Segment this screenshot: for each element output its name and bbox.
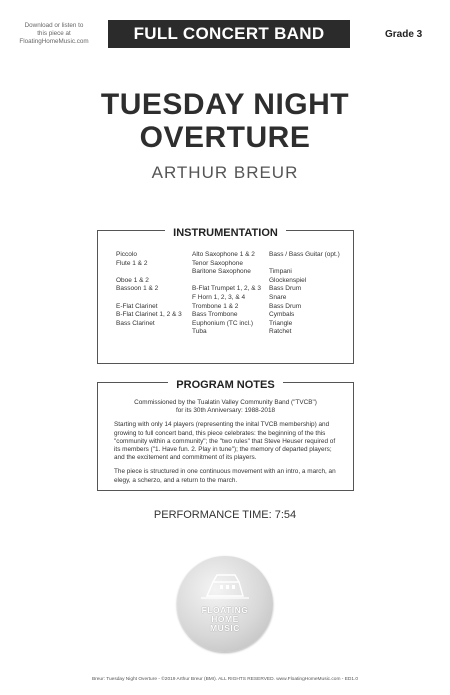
structure-paragraph: The piece is structured in one continuous movement with an intro, a march, an elegy, a scherzo, and a return to the march. bbox=[114, 468, 336, 484]
instrument-item: Bass / Bass Guitar (opt.) bbox=[269, 251, 340, 258]
instrument-item: Bass Trombone bbox=[192, 311, 238, 319]
instrument-column-1 bbox=[116, 251, 182, 328]
instrument-item bbox=[269, 260, 340, 269]
piece-title bbox=[0, 88, 450, 154]
download-promo bbox=[14, 22, 94, 46]
copyright-footer: Breur: Tuesday Night Overture - ©2019 Arthur Breur (BMI). ALL RIGHTS RESERVED. www.FloatingHomeMusic.com - ED1.0 bbox=[91, 677, 359, 682]
instrument-item: Cymbals bbox=[269, 311, 295, 319]
instrument-column-2 bbox=[192, 251, 261, 337]
instrument-item: B-Flat Clarinet 1, 2 & 3 bbox=[116, 311, 182, 319]
instrument-item: Timpani bbox=[269, 268, 292, 276]
instrument-item: Tenor Saxophone bbox=[192, 259, 243, 267]
instrument-item: Tuba bbox=[192, 328, 207, 336]
commission-note bbox=[114, 399, 337, 415]
instrumentation-box bbox=[97, 227, 354, 364]
instrument-item: Alto Saxophone 1 & 2 bbox=[192, 251, 255, 258]
instrument-item: B-Flat Trumpet 1, 2, & 3 bbox=[192, 285, 261, 293]
logo-line-1: FLOATING bbox=[201, 605, 249, 615]
title-line-2: OVERTURE bbox=[139, 121, 311, 154]
logo-line-3: MUSIC bbox=[210, 623, 240, 633]
instrument-item: Bassoon 1 & 2 bbox=[116, 285, 159, 293]
instrument-item: Ratchet bbox=[269, 328, 292, 336]
instrument-item: Triangle bbox=[269, 319, 293, 327]
instrument-item: F Horn 1, 2, 3, & 4 bbox=[192, 293, 246, 301]
instrument-item: Baritone Saxophone bbox=[192, 268, 251, 276]
instrument-item: Snare bbox=[269, 293, 287, 301]
program-notes-box bbox=[97, 379, 354, 491]
grade-label: Grade 3 bbox=[385, 29, 423, 40]
promo-link[interactable]: FloatingHomeMusic.com bbox=[19, 38, 89, 45]
performance-time: PERFORMANCE TIME: 7:54 bbox=[153, 509, 297, 521]
instrument-item: Flute 1 & 2 bbox=[116, 259, 148, 267]
program-notes-heading: PROGRAM NOTES bbox=[168, 379, 282, 391]
instrumentation-heading: INSTRUMENTATION bbox=[165, 227, 286, 239]
instrument-item: Piccolo bbox=[116, 251, 137, 258]
program-notes-body bbox=[114, 399, 337, 491]
instrument-item: Bass Clarinet bbox=[116, 319, 155, 327]
commission-line-1: Commissioned by the Tualatin Valley Community Band ("TVCB") bbox=[134, 399, 317, 406]
instrument-item bbox=[192, 277, 261, 286]
history-paragraph: Starting with only 14 players (representing the inital TVCB membership) and growing to full concert band, this piece celebrates: the beginning of the this "community within a community"; the "two rules" that Steve Heuser required of its members ("1. Have fun. 2. Play in tune"); the memory of departed players; and the excitement and commitment of its players. bbox=[114, 421, 336, 462]
instrument-item: Oboe 1 & 2 bbox=[116, 276, 149, 284]
instrument-item: E-Flat Clarinet bbox=[116, 302, 158, 310]
commission-line-2: for its 30th Anniversary: 1988-2018 bbox=[175, 407, 276, 415]
instrument-item bbox=[116, 268, 182, 277]
promo-line: this piece at bbox=[37, 30, 71, 37]
logo-line-2: HOME bbox=[211, 614, 239, 624]
promo-line: Download or listen to bbox=[24, 22, 84, 29]
ensemble-banner: FULL CONCERT BAND bbox=[108, 20, 350, 48]
instrument-column-3 bbox=[269, 251, 340, 337]
composer-name: ARTHUR BREUR bbox=[151, 163, 299, 182]
title-line-1: TUESDAY NIGHT bbox=[100, 88, 350, 121]
instrument-item: Glockenspiel bbox=[269, 276, 307, 284]
instrument-item: Trombone 1 & 2 bbox=[192, 302, 239, 310]
publisher-logo bbox=[177, 556, 273, 652]
instrument-item: Bass Drum bbox=[269, 285, 302, 293]
houseboat-icon bbox=[177, 556, 273, 606]
instrument-item: Bass Drum bbox=[269, 302, 302, 310]
instrument-item: Euphonium (TC incl.) bbox=[192, 319, 254, 327]
instrument-item bbox=[116, 294, 182, 303]
